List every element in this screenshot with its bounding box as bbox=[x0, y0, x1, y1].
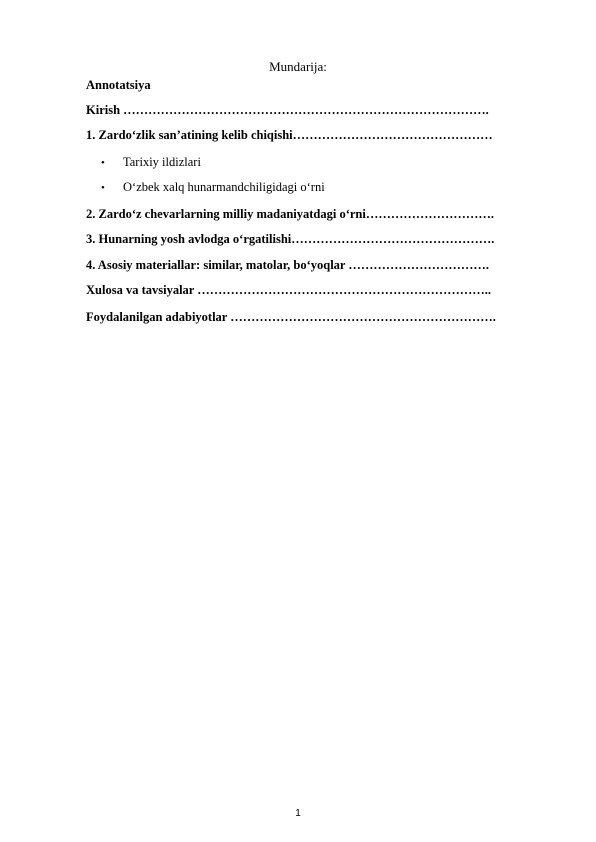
bullet-icon: • bbox=[101, 182, 105, 194]
toc-subitem-label: O‘zbek xalq hunarmandchiligidagi o‘rni bbox=[123, 180, 325, 194]
page-title: Mundarija: bbox=[269, 59, 327, 74]
page-number: 1 bbox=[295, 808, 301, 819]
toc-item-section-2: 2. Zardo‘z chevarlarning milliy madaniyatdagi o‘rni…………………………. bbox=[86, 207, 494, 221]
toc-subitem bbox=[101, 154, 201, 171]
toc-item-intro: Kirish ……………………………………………………………………………. bbox=[86, 103, 489, 117]
toc-item-conclusion: Xulosa va tavsiyalar …………………………………………………………….. bbox=[86, 283, 491, 297]
toc-item-section-4: 4. Asosiy materiallar: similar, matolar, bo‘yoqlar ……………………………. bbox=[86, 258, 489, 272]
toc-item-section-1: 1. Zardo‘zlik san’atining kelib chiqishi………………………………………… bbox=[86, 128, 493, 142]
toc-item-annotation: Annotatsiya bbox=[86, 78, 151, 92]
toc-subitem bbox=[101, 179, 325, 196]
toc-item-references: Foydalanilgan adabiyotlar ………………………………………………………. bbox=[86, 310, 496, 324]
toc-item-section-3: 3. Hunarning yosh avlodga o‘rgatilishi…………………………………………. bbox=[86, 232, 495, 246]
bullet-icon: • bbox=[101, 157, 105, 169]
toc-subitem-label: Tarixiy ildizlari bbox=[123, 155, 201, 169]
